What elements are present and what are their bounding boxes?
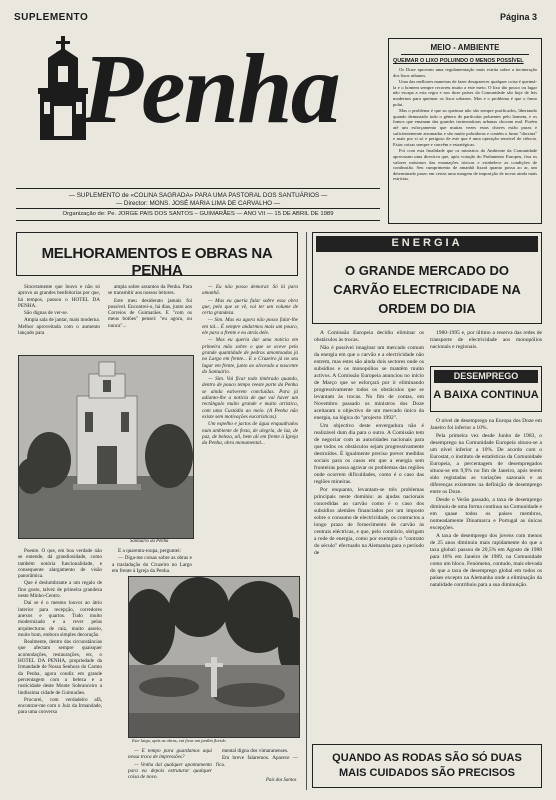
masthead-divider-bottom bbox=[16, 220, 380, 221]
main-headline-box bbox=[16, 232, 298, 279]
main-paragraph: — Sim. Mas eu agora não posso falar-lhe em tal... É sempre andarmos mais um pouco, ele para a frente e eu atrás dele. bbox=[202, 317, 298, 337]
main-paragraph: Realmente, dentro das circunstâncias que afectam sempre quaisquer acomodações, restaurações, etc, o HOTEL DA PENHA, propriedade da Irmandade de Nossa Senhora do Carmo da Penha, agora condiz em grande percentagem com a beleza e a rusticidade deste Monte Sobranceiro a lindissima cidade de Guimarães. bbox=[18, 639, 102, 696]
main-col2-top bbox=[108, 284, 192, 350]
energy-paragraph: A Comissão Europeia decidiu eliminar os obstáculos às trocas. bbox=[314, 330, 424, 343]
masthead-director: — Director: MONS. JOSÉ MARIA LIMA DE CARVALHO — bbox=[115, 200, 281, 207]
energy-paragraph: Um objectivo deste envergadura não é realizável dum dia para o outro. A Comissão tem de negociar com as autoridades nacionais para que todos os obstáculos sejam progressivamente destruídos. É igualmente preciso prever medidas sociais para os casos em que a energia sem fronteiras possa agravar os problemas das regiões onde ocorrem dificuldades, como é o caso das regiões mineiras. bbox=[314, 423, 424, 485]
energy-col1 bbox=[314, 330, 424, 788]
main-paragraph: — Mas eu queria falar sobre essa obra que, pelo que se vê, vai ter um volume de certa grandeza. bbox=[202, 297, 298, 317]
main-paragraph: Um espelho e jactos de água enquadrados num ambiente de festa, de alegria, de luz, de paz, de beleza, ali, bem ali em frente à Igreja da Penha, obra monumental... bbox=[202, 421, 298, 447]
article-signature: Pais dos Santos bbox=[266, 778, 297, 783]
energy-section-banner bbox=[316, 236, 538, 252]
main-col3-bottom-right bbox=[216, 748, 298, 778]
main-paragraph: Poente. O que, em boa verdade não se entende, dá grandiosidade, como também notória funcionalidade, e consequente alargamento de visão panorâmica. bbox=[18, 548, 102, 580]
unemployment-section-box bbox=[430, 366, 542, 412]
main-col1-bottom bbox=[18, 548, 102, 788]
main-paragraph: Daí se é o mesmo louvor ao átrio interior para recepção, corredores anexos e quartos. Tudo muito modernizado e a rever pelas arquitecturas de raiz, muito asseio, muito bom, embora simples decoração. bbox=[18, 600, 102, 638]
energy-paragraph: 1980-1995 e, por último a reserva das redes de transporte de electricidade aos monopólios nacionais e regionais. bbox=[430, 330, 542, 350]
unemployment-section-banner bbox=[434, 370, 538, 383]
main-paragraph: ampla sobre assuntos da Penha. Para se transmitir aos nossos leitores. bbox=[108, 284, 192, 297]
main-paragraph: — Diga-me coisas sobre as obras e a trasladação do Cruzeiro no Largo em frente à Igreja da Penha. bbox=[112, 555, 192, 574]
main-paragraph: Ampla sala de jantar, mais moderna. Melhor aproveitada com o aumento lançado para bbox=[18, 317, 100, 337]
sidebar-section-label: MEIO - AMBIENTE bbox=[430, 43, 500, 52]
page-number: Página 3 bbox=[500, 12, 538, 22]
masthead-title: Penha bbox=[82, 33, 339, 144]
masthead-divider-top bbox=[16, 188, 380, 189]
unemployment-section-label: DESEMPREGO bbox=[453, 371, 519, 381]
masthead-organization: Organização de: Pe. JORGE PAIS DOS SANTOS – GUIMARÃES — ANO VII — 15 DE ABRIL DE 1989 bbox=[62, 211, 334, 217]
sidebar-headline: QUEIMAR O LIXO POLUINDO O MENOS POSSÍVEL bbox=[393, 58, 524, 64]
footer-headline-box bbox=[312, 744, 542, 788]
sidebar-paragraph: Foi com esta finalidade que os ministros do Ambiente da Comunidade aprovaram uma directiva que, após votação do Parlamento Europeu, fixa os valores máximos das emanações tóxicas e estabelece as condições de combustão. Seu cumprimento de amanhã fixará quanto possa ao ar, um determinado prazo em certas uma margem de imposição de novas ainda mais estrictas. bbox=[393, 148, 537, 182]
photo-garden bbox=[128, 576, 300, 738]
main-paragraph: — Sim. Vai ficar todo timbrado quando, dentro de pouco tempo reeste parte da Penha se ainda estiverem concluídas. Para já adianto-lhe a notícia de que vai haver um rectângulo muito grande e muito artístico, com uma Custódia ao meio. (A Penha não existe sem motivações eucarísticas). bbox=[202, 376, 298, 420]
main-paragraph: — E tempo para guardamos aqui nessa troca de impressões? bbox=[128, 748, 212, 761]
main-paragraph: — Venha daí qualquer apontamento para eu depois estruturar qualquer coisa de novo. bbox=[128, 761, 212, 781]
main-paragraph: mental digna dos vimaranenses. bbox=[222, 748, 289, 754]
unemployment-headline: A BAIXA CONTINUA bbox=[433, 389, 539, 401]
supplement-label: SUPLEMENTO bbox=[14, 12, 89, 23]
masthead bbox=[30, 34, 382, 184]
main-col3 bbox=[202, 284, 298, 572]
main-col1-top bbox=[18, 284, 100, 350]
unemployment-body bbox=[430, 418, 542, 734]
energy-headline: O GRANDE MERCADO DO CARVÃO ELECTRICIDADE NA ORDEM DO DIA bbox=[333, 263, 521, 316]
energy-section-label: ENERGIA bbox=[391, 237, 463, 249]
main-paragraph: São dignas de ver-se. bbox=[24, 310, 68, 317]
sidebar-rule bbox=[401, 54, 529, 55]
energy-paragraph: Não é possível imaginar um mercado comum da energia em que o carvão e a electricidade não entrem, mas estes são ainda dois sectores onde os subsídios e os monopólios se mantêm muito activos. A Comissão Europeia anunciou no início de Março que se esforçará por ir eliminando progressivamente todos os obstáculos que se levantam às trocas. No fim de contas, em Novembro passado os ministros dos Doze aceitaram o objectivo de um mercado único da energia, na lógica do "projecto 1992". bbox=[314, 345, 424, 421]
main-headline: MELHORAMENTOS E OBRAS NA PENHA bbox=[41, 245, 273, 279]
energy-section-box bbox=[312, 232, 542, 324]
main-paragraph: É a quarenta-roupa, perguntei: bbox=[118, 548, 181, 554]
column-divider bbox=[306, 232, 307, 790]
footer-headline: QUANDO AS RODAS SÃO SÓ DUAS MAIS CUIDADOS SÃO PRECISOS bbox=[332, 752, 522, 779]
sidebar-body bbox=[393, 67, 537, 219]
energy-col2 bbox=[430, 330, 542, 360]
photo-sanctuary bbox=[18, 355, 194, 539]
main-paragraph: — Eu não posso demorar. Só lá para amanhã. bbox=[202, 284, 298, 297]
main-paragraph: Sinceramente que louvo e não só aprovo as grandes benfeitorias por que, há tempos, passou o HOTEL DA PENHA. bbox=[18, 284, 100, 309]
unemployment-paragraph: Desde o Verão passado, a taxa de desemprego diminuiu de uma forma contínua na Comunidade e em quase todos os países membros, nomeadamente Dinamarca e Portugal as únicas excepções. bbox=[430, 497, 542, 531]
main-paragraph: Este meu desiderato jamais foi possível. Encontrei-o, há dias, junto aos Correios de Guimarães. E "com os meus botões" pensei: "eu agora, ou nunca"... bbox=[108, 297, 192, 329]
sidebar-paragraph: Os Doze aprovam uma regulamentação mais estrita sobre a incineração dos lixos urbanos. bbox=[393, 67, 537, 78]
photo-garden-caption: Este largo, após as obras, vai ficar um jardim florido bbox=[132, 738, 226, 743]
main-paragraph: — Mas eu queria dar uma notícia em primeira mão sobre o que se aceve pela grande quantidade de pedras amontoadas já no Largo em frente... E o Cruzeiro já no seu lugar em frente, junto ao alvorado a nascente do Santuário. bbox=[202, 337, 298, 375]
main-paragraph: Que é deslumbrante a um regalo de fino gosto, talvez de primeira grandeza neste Minho-Centro. bbox=[18, 580, 102, 600]
main-col3-bottom-left bbox=[128, 748, 212, 788]
sidebar-paragraph: Mas o problema é que ao queimar não são sempre purificados, libertando quando demasiado todo o género de partículas poluentes pelo homem, e os fumos que emanam das grandes incineradoras urbanas chocam mal. Porém até um esforçamento que muitas vezes estas chaves estão puras e suficientemente arrumadas e são muito poluidoras e contém o fumo "dioxina" e mais por si só e perigoso de este que é uma operação sensível de ciência. Estas coisas sempre e convêm e estratégicas. bbox=[393, 108, 537, 147]
unemployment-paragraph: Pela primeira vez desde Junho de 1983, o desemprego na Comunidade Europeia situou-se a um nível inferior a 10%. De acordo com o Eurostat, o instituto de estatísticas da Comunidade Europeia, a percentagem de desempregados situou-se em 9,9% no fim de Janeiro, após terem sido registadas as variações sazonais e as diferenças existentes na definição de desemprego entre os Doze. bbox=[430, 433, 542, 495]
masthead-divider-mid bbox=[16, 208, 380, 209]
unemployment-paragraph: A taxa de desemprego dos jovens com menos de 25 anos diminuiu mais rapidamente do que a taxa global: passou de 20,5% em Agosto de 1988 para 18% em Janeiro de 1989, na Comunidade como um bloco. Fenómeno, contudo, mais elevada do que a taxa de desemprego global em todos os países excepto na Alemanha onde a eliminação da natalidade contribuiu para a sua diminuição. bbox=[430, 533, 542, 588]
sidebar-environment-box bbox=[388, 38, 542, 224]
main-paragraph: Em breve falaremos. Aparece — fica. bbox=[216, 755, 298, 768]
sidebar-paragraph: Uma das melhores maneiras de fazer desaparecer qualquer coisa é queimá-la e o homem sempre recorreu muito a este meio. O lixo tão pouco ou lugar não escapa a esta regra e nos doze países da Comunidade são hoje de leis modernos para queimar os lixos urbanos. Mas e o problema é que o fumo polui. bbox=[393, 79, 537, 107]
energy-paragraph: Por enquanto, levantam-se três problemas principais neste domínio: as ajudas nacionais concedidas ao carvão como é o caso dos subsídios alemães financiados por um imposto sobre o consumo de electricidade, os contractos a longo prazo de fornecimento de carvão às centrais eléctricas, e que, pelo contrário, obrigam a rede de energia, como por exemplo o "contrato do século" efectuado na Alemanha para o período de bbox=[314, 487, 424, 556]
unemployment-paragraph: O nível de desemprego na Europa dos Doze em Janeiro foi inferior a 10%. bbox=[430, 418, 542, 431]
masthead-subtitle: — SUPLEMENTO de «COLINA SAGRADA» PARA UMA PASTORAL DOS SANTUÁRIOS — bbox=[68, 192, 328, 199]
photo-sanctuary-caption: Santuário da Penha bbox=[130, 539, 169, 544]
main-paragraph: Procurei, com verdadeiro afã, encontrar-me com o Juiz da Irmandade, para uma conversa bbox=[18, 696, 102, 716]
